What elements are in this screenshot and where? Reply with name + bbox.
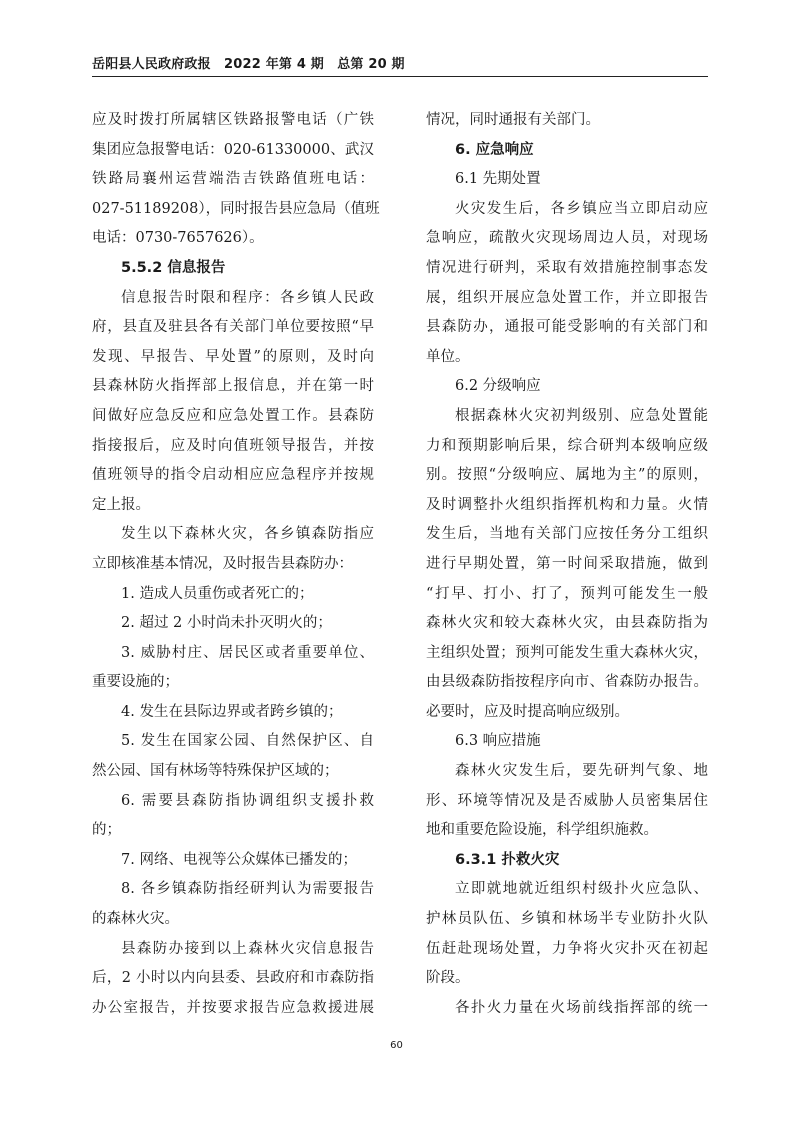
text-line: 县森林防火指挥部上报信息，并在第一时 bbox=[92, 378, 374, 395]
text-line: 县森防办接到以上森林火灾信息报告 bbox=[121, 940, 374, 957]
text-line: 5.5.2 信息报告 bbox=[121, 259, 226, 276]
text-line: 8. 各乡镇森防指经研判认为需要报告 bbox=[121, 881, 374, 898]
text-line: 指接报后，应及时向值班领导报告，并按 bbox=[92, 437, 374, 454]
text-line: 情况进行研判，采取有效措施控制事态发 bbox=[426, 259, 708, 276]
text-line: 主组织处置；预判可能发生重大森林火灾， bbox=[426, 644, 708, 661]
text-line: 阶段。 bbox=[426, 970, 470, 987]
text-line: “打早、打小、打了，预判可能发生一般 bbox=[426, 585, 708, 602]
text-line: 形、环境等情况及是否威胁人员密集居住 bbox=[426, 792, 708, 809]
text-line: 6.2 分级响应 bbox=[455, 378, 541, 395]
text-line: 立即就地就近组织村级扑火应急队、 bbox=[455, 881, 708, 898]
text-line: 电话：0730-7657626）。 bbox=[92, 230, 264, 247]
text-line: 6. 需要县森防指协调组织支援扑救 bbox=[121, 792, 374, 809]
right-text-column bbox=[426, 106, 708, 1023]
text-line: 铁路局襄州运营端浩吉铁路值班电话： bbox=[92, 171, 374, 188]
text-line: 发现、早报告、早处置”的原则，及时向 bbox=[92, 348, 374, 365]
text-line: 立即核准基本情况，及时报告县森防办： bbox=[92, 555, 353, 572]
text-line: 情况，同时通报有关部门。 bbox=[426, 112, 600, 128]
text-line: 急响应，疏散火灾现场周边人员，对现场 bbox=[426, 230, 708, 247]
text-line: 县森防办，通报可能受影响的有关部门和 bbox=[426, 319, 708, 336]
text-line: 进行早期处置，第一时间采取措施，做到 bbox=[426, 555, 708, 572]
text-line: 伍赶赴现场处置，力争将火灾扑灭在初起 bbox=[426, 940, 708, 957]
text-line: 及时调整扑火组织指挥机构和力量。火情 bbox=[426, 496, 708, 513]
text-line: 各扑火力量在火场前线指挥部的统一 bbox=[455, 999, 708, 1016]
text-line: 展，组织开展应急处置工作，并立即报告 bbox=[426, 289, 708, 306]
text-line: 由县级森防指按程序向市、省森防办报告。 bbox=[426, 674, 708, 691]
text-line: 6. 应急响应 bbox=[455, 141, 534, 158]
text-line: 后，2 小时以内向县委、县政府和市森防指 bbox=[92, 970, 374, 987]
text-line: 5. 发生在国家公园、自然保护区、自 bbox=[121, 733, 374, 750]
text-line: 7. 网络、电视等公众媒体已播发的； bbox=[121, 851, 357, 868]
text-line: 定上报。 bbox=[92, 496, 150, 513]
left-text-column bbox=[92, 106, 380, 1023]
text-line: 4. 发生在县际边界或者跨乡镇的； bbox=[121, 703, 343, 720]
text-line: 地和重要危险设施，科学组织施救。 bbox=[426, 822, 658, 839]
text-line: 单位。 bbox=[426, 348, 470, 365]
text-line: 重要设施的； bbox=[92, 674, 179, 691]
text-line: 发生以下森林火灾，各乡镇森防指应 bbox=[121, 526, 374, 543]
text-line: 火灾发生后，各乡镇应当立即启动应 bbox=[455, 200, 708, 217]
text-line: 力和预期影响后果，综合研判本级响应级 bbox=[426, 437, 708, 454]
text-line: 值班领导的指令启动相应应急程序并按规 bbox=[92, 467, 374, 484]
journal-title: 岳阳县人民政府政报 2022 年第 4 期 总第 20 期 bbox=[92, 57, 405, 72]
text-line: 027-51189208），同时报告县应急局（值班 bbox=[92, 200, 380, 217]
page-header bbox=[92, 58, 708, 77]
text-line: 6.3 响应措施 bbox=[455, 733, 541, 750]
text-line: 发生后，当地有关部门应按任务分工组织 bbox=[426, 526, 708, 543]
text-line: 根据森林火灾初判级别、应急处置能 bbox=[455, 407, 708, 424]
text-line: 6.3.1 扑救火灾 bbox=[455, 851, 560, 868]
text-line: 府，县直及驻县各有关部门单位要按照“早 bbox=[92, 319, 374, 336]
text-line: 集团应急报警电话：020-61330000、武汉 bbox=[92, 141, 374, 158]
text-line: 信息报告时限和程序：各乡镇人民政 bbox=[121, 289, 374, 306]
text-line: 应及时拨打所属辖区铁路报警电话（广铁 bbox=[92, 112, 374, 128]
text-line: 然公园、国有林场等特殊保护区域的； bbox=[92, 763, 339, 780]
text-line: 森林火灾和较大森林火灾，由县森防指为 bbox=[426, 615, 708, 632]
text-line: 必要时，应及时提高响应级别。 bbox=[426, 703, 629, 720]
text-line: 的； bbox=[92, 822, 121, 839]
text-line: 森林火灾发生后，要先研判气象、地 bbox=[455, 763, 708, 780]
text-line: 的森林火灾。 bbox=[92, 911, 179, 928]
text-line: 护林员队伍、乡镇和林场半专业防扑火队 bbox=[426, 911, 708, 928]
text-line: 3. 威胁村庄、居民区或者重要单位、 bbox=[121, 644, 374, 661]
text-line: 间做好应急反应和应急处置工作。县森防 bbox=[92, 407, 374, 424]
page-number: 60 bbox=[390, 1040, 403, 1051]
text-line: 6.1 先期处置 bbox=[455, 171, 541, 188]
text-line: 别。按照“分级响应、属地为主”的原则， bbox=[426, 467, 708, 484]
text-line: 2. 超过 2 小时尚未扑灭明火的； bbox=[121, 615, 332, 632]
text-line: 办公室报告，并按要求报告应急救援进展 bbox=[92, 999, 374, 1016]
text-line: 1. 造成人员重伤或者死亡的； bbox=[121, 585, 314, 602]
